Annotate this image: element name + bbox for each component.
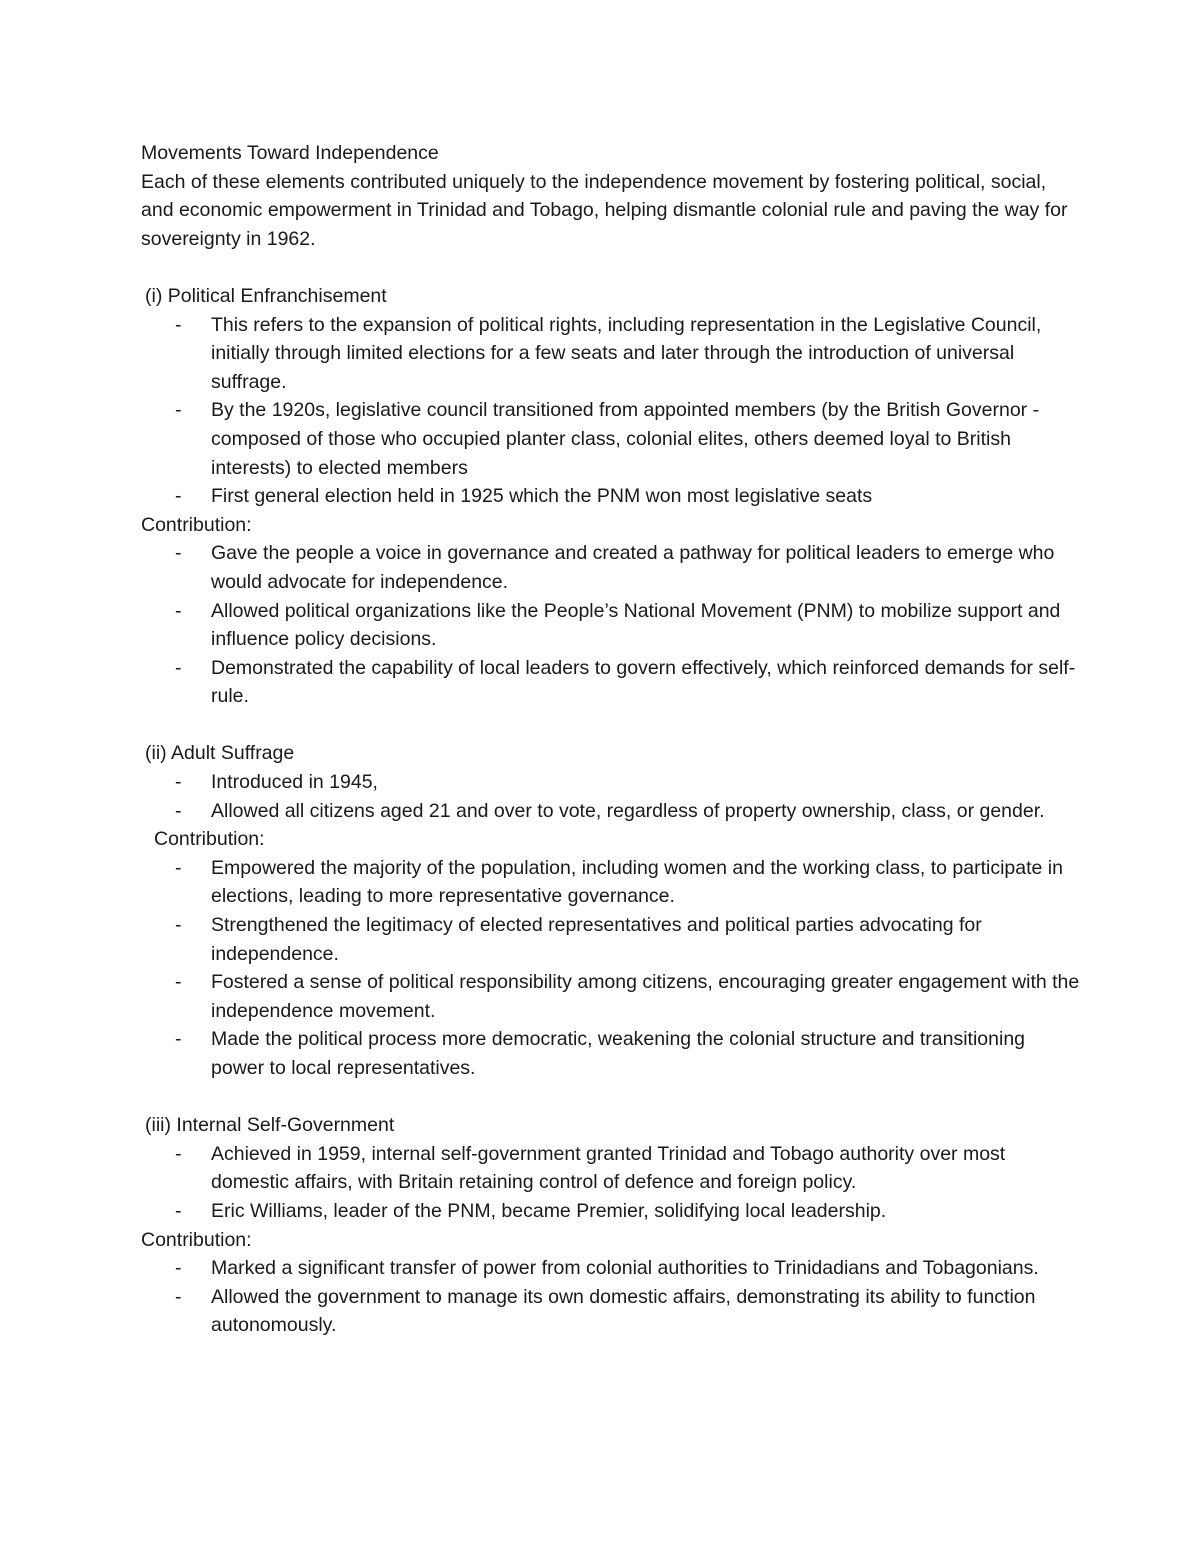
contribution-label: Contribution: bbox=[154, 828, 265, 851]
points-list bbox=[141, 1140, 1081, 1226]
contribution-label: Contribution: bbox=[141, 1228, 252, 1251]
list-item: - Made the political process more democratic, weakening the colonial structure and transitioning power to local representatives. bbox=[141, 1025, 1081, 1082]
contributions-list bbox=[141, 1254, 1081, 1340]
spacer bbox=[141, 253, 1081, 282]
list-item: - Empowered the majority of the population, including women and the working class, to participate in elections, leading to more representative governance. bbox=[141, 854, 1081, 911]
section-heading-adult-suffrage: (ii) Adult Suffrage bbox=[145, 742, 295, 765]
contribution-label: Contribution: bbox=[141, 513, 252, 536]
list-item: - Allowed all citizens aged 21 and over to vote, regardless of property ownership, class, or gender. bbox=[141, 797, 1081, 826]
list-item: - First general election held in 1925 which the PNM won most legislative seats bbox=[141, 482, 1081, 511]
list-item: - Introduced in 1945, bbox=[141, 768, 1081, 797]
section-heading-political-enfranchisement: (i) Political Enfranchisement bbox=[145, 284, 387, 307]
contributions-list bbox=[141, 854, 1081, 1083]
list-item: - This refers to the expansion of political rights, including representation in the Legislative Council, initially through limited elections for a few seats and later through the introduction of universal suffrage. bbox=[141, 311, 1081, 397]
document-title: Movements Toward Independence bbox=[141, 142, 439, 164]
intro-paragraph: Each of these elements contributed uniquely to the independence movement by fostering political, social, and economic empowerment in Trinidad and Tobago, helping dismantle colonial rule and paving the way for sovereignty in 1962. bbox=[141, 170, 1068, 250]
list-item: - Fostered a sense of political responsibility among citizens, encouraging greater engagement with the independence movement. bbox=[141, 968, 1081, 1025]
contributions-list bbox=[141, 539, 1081, 711]
spacer bbox=[141, 711, 1081, 740]
points-list bbox=[141, 311, 1081, 511]
list-item: - By the 1920s, legislative council transitioned from appointed members (by the British Governor - composed of those who occupied planter class, colonial elites, others deemed loyal to British interests) to elected members bbox=[141, 396, 1081, 482]
list-item: - Allowed the government to manage its own domestic affairs, demonstrating its ability to function autonomously. bbox=[141, 1283, 1081, 1340]
section-heading-internal-self-government: (iii) Internal Self-Government bbox=[145, 1114, 395, 1137]
list-item: - Eric Williams, leader of the PNM, became Premier, solidifying local leadership. bbox=[141, 1197, 1081, 1226]
spacer bbox=[141, 1083, 1081, 1112]
list-item: - Allowed political organizations like the People’s National Movement (PNM) to mobilize support and influence policy decisions. bbox=[141, 597, 1081, 654]
list-item: - Marked a significant transfer of power from colonial authorities to Trinidadians and Tobagonians. bbox=[141, 1254, 1081, 1283]
list-item: - Achieved in 1959, internal self-government granted Trinidad and Tobago authority over most domestic affairs, with Britain retaining control of defence and foreign policy. bbox=[141, 1140, 1081, 1197]
document-page bbox=[141, 139, 1081, 1340]
list-item: - Demonstrated the capability of local leaders to govern effectively, which reinforced demands for self-rule. bbox=[141, 654, 1081, 711]
list-item: - Gave the people a voice in governance and created a pathway for political leaders to emerge who would advocate for independence. bbox=[141, 539, 1081, 596]
list-item: - Strengthened the legitimacy of elected representatives and political parties advocating for independence. bbox=[141, 911, 1081, 968]
points-list bbox=[141, 768, 1081, 825]
